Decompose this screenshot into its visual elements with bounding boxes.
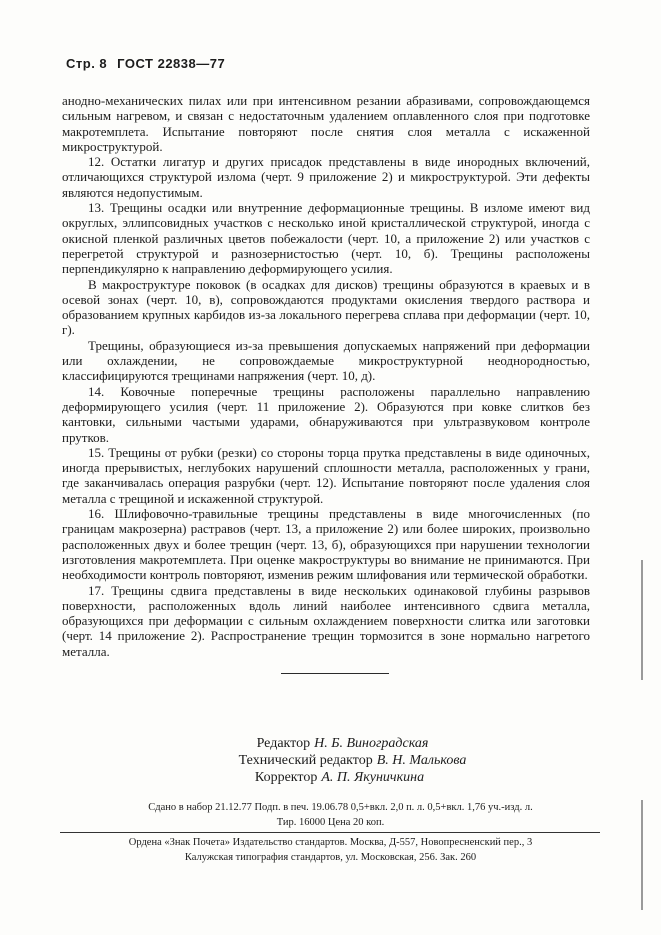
publisher-line-1: Ордена «Знак Почета» Издательство стандартов. Москва, Д-557, Новопресненский пер., 3: [128, 837, 533, 848]
paragraph-13-forgings: В макроструктуре поковок (в осадках для дисков) трещины образуются в краевых и в осевой зонах (черт. 10, в), сопровождаются продуктами окисления твердого раствора и образованием крупных карбидов из-за локального перегрева сплава при деформации (черт. 10, г).: [62, 276, 590, 338]
page-number: Стр. 8: [66, 56, 108, 71]
technical-editor-line: [0, 752, 661, 769]
imprint-line-1: Сдано в набор 21.12.77 Подп. в печ. 19.06.78 0,5+вкл. 2,0 п. л. 0,5+вкл. 1,76 уч.-изд. л.: [148, 802, 533, 813]
standard-number: ГОСТ 22838—77: [117, 56, 226, 71]
body-text: [62, 93, 590, 659]
paragraph-16: 16. Шлифовочно-травильные трещины представлены в виде многочисленных (по границам макрозерна) растравов (черт. 13, а приложение 2) или более широких, произвольно расположенных двух и более трещин (черт. 13, б), образующихся при нарушении технологии изготовления макротемплета. При оценке макроструктуры во внимание не принимаются. При необходимости контроль повторяют, изменив режим шлифования или термической обработки.: [62, 506, 590, 583]
page-header: [66, 56, 225, 71]
corrector-name: А. П. Якуничкина: [321, 770, 425, 785]
paragraph-15: 15. Трещины от рубки (резки) со стороны торца прутка представлены в виде одиночных, иногда прерывистых, неглубоких нарушений сплошности металла, расположенных у грани, где заканчивалась операция разрубки (черт. 12). Испытание повторяют после удаления слоя металла с трещиной и искаженной структурой.: [62, 444, 590, 506]
imprint-line-2: Тир. 16000 Цена 20 коп.: [276, 817, 385, 828]
technical-editor-name: В. Н. Малькова: [376, 753, 467, 768]
paragraph-14: 14. Ковочные поперечные трещины расположены параллельно направлению деформирующего усилия (черт. 11 приложение 2). Образуются при ковке слитков без кантовки, сильными частыми ударами, обнаруживаются при ультразвуковом контроле прутков.: [62, 383, 590, 445]
editor-role: Редактор: [256, 736, 311, 751]
technical-editor-role: Технический редактор: [238, 753, 373, 768]
publisher-line-2: Калужская типография стандартов, ул. Московская, 256. Зак. 260: [184, 852, 477, 863]
section-divider: [281, 673, 389, 674]
publisher-info: [0, 835, 661, 865]
paragraph-12: 12. Остатки лигатур и других присадок представлены в виде инородных включений, отличающихся структурой излома (черт. 9 приложение 2) и микроструктурой. Эти дефекты являются недопустимым.: [62, 154, 590, 200]
paragraph-continuation: анодно-механических пилах или при интенсивном резании абразивами, сопровождающемся сильным нагревом, и связан с недостаточным удалением оплавленного слоя при подготовке макротемплета. Испытание повторяют после снятия слоя металла с искаженной микроструктурой.: [62, 93, 590, 154]
editor-name: Н. Б. Виноградская: [314, 736, 429, 751]
scan-edge-mark: [641, 560, 643, 680]
editorial-credits: [0, 735, 661, 786]
paragraph-17: 17. Трещины сдвига представлены в виде нескольких одинаковой глубины разрывов поверхности, расположенных вдоль линий наиболее интенсивного сдвига металла, образующихся при деформации с сильным охлаждением поверхности слитка или заготовки (черт. 14 приложение 2). Распространение трещин тормозится в зоне нормально нагретого металла.: [62, 582, 590, 659]
corrector-line: [0, 769, 661, 786]
print-imprint: [0, 800, 661, 830]
corrector-role: Корректор: [254, 770, 318, 785]
scan-edge-mark: [641, 800, 643, 910]
imprint-separator: [60, 832, 600, 833]
paragraph-13-stress-cracks: Трещины, образующиеся из-за превышения допускаемых напряжений при деформации или охлаждении, не сопровождаемые микроструктурной неоднородностью, классифицируются трещинами напряжения (черт. 10, д).: [62, 337, 590, 384]
editor-line: [0, 735, 661, 752]
paragraph-13: 13. Трещины осадки или внутренние деформационные трещины. В изломе имеют вид округлых, эллипсовидных участков с несколько иной кристаллической структурой, иногда с окисной пленкой различных цветов побежалости (черт. 10, а приложение 2) или участков с перегретой структурой и разнозернистостью (черт. 10, б). Трещины расположены перпендикулярно к направлению деформирующего усилия.: [62, 200, 590, 277]
